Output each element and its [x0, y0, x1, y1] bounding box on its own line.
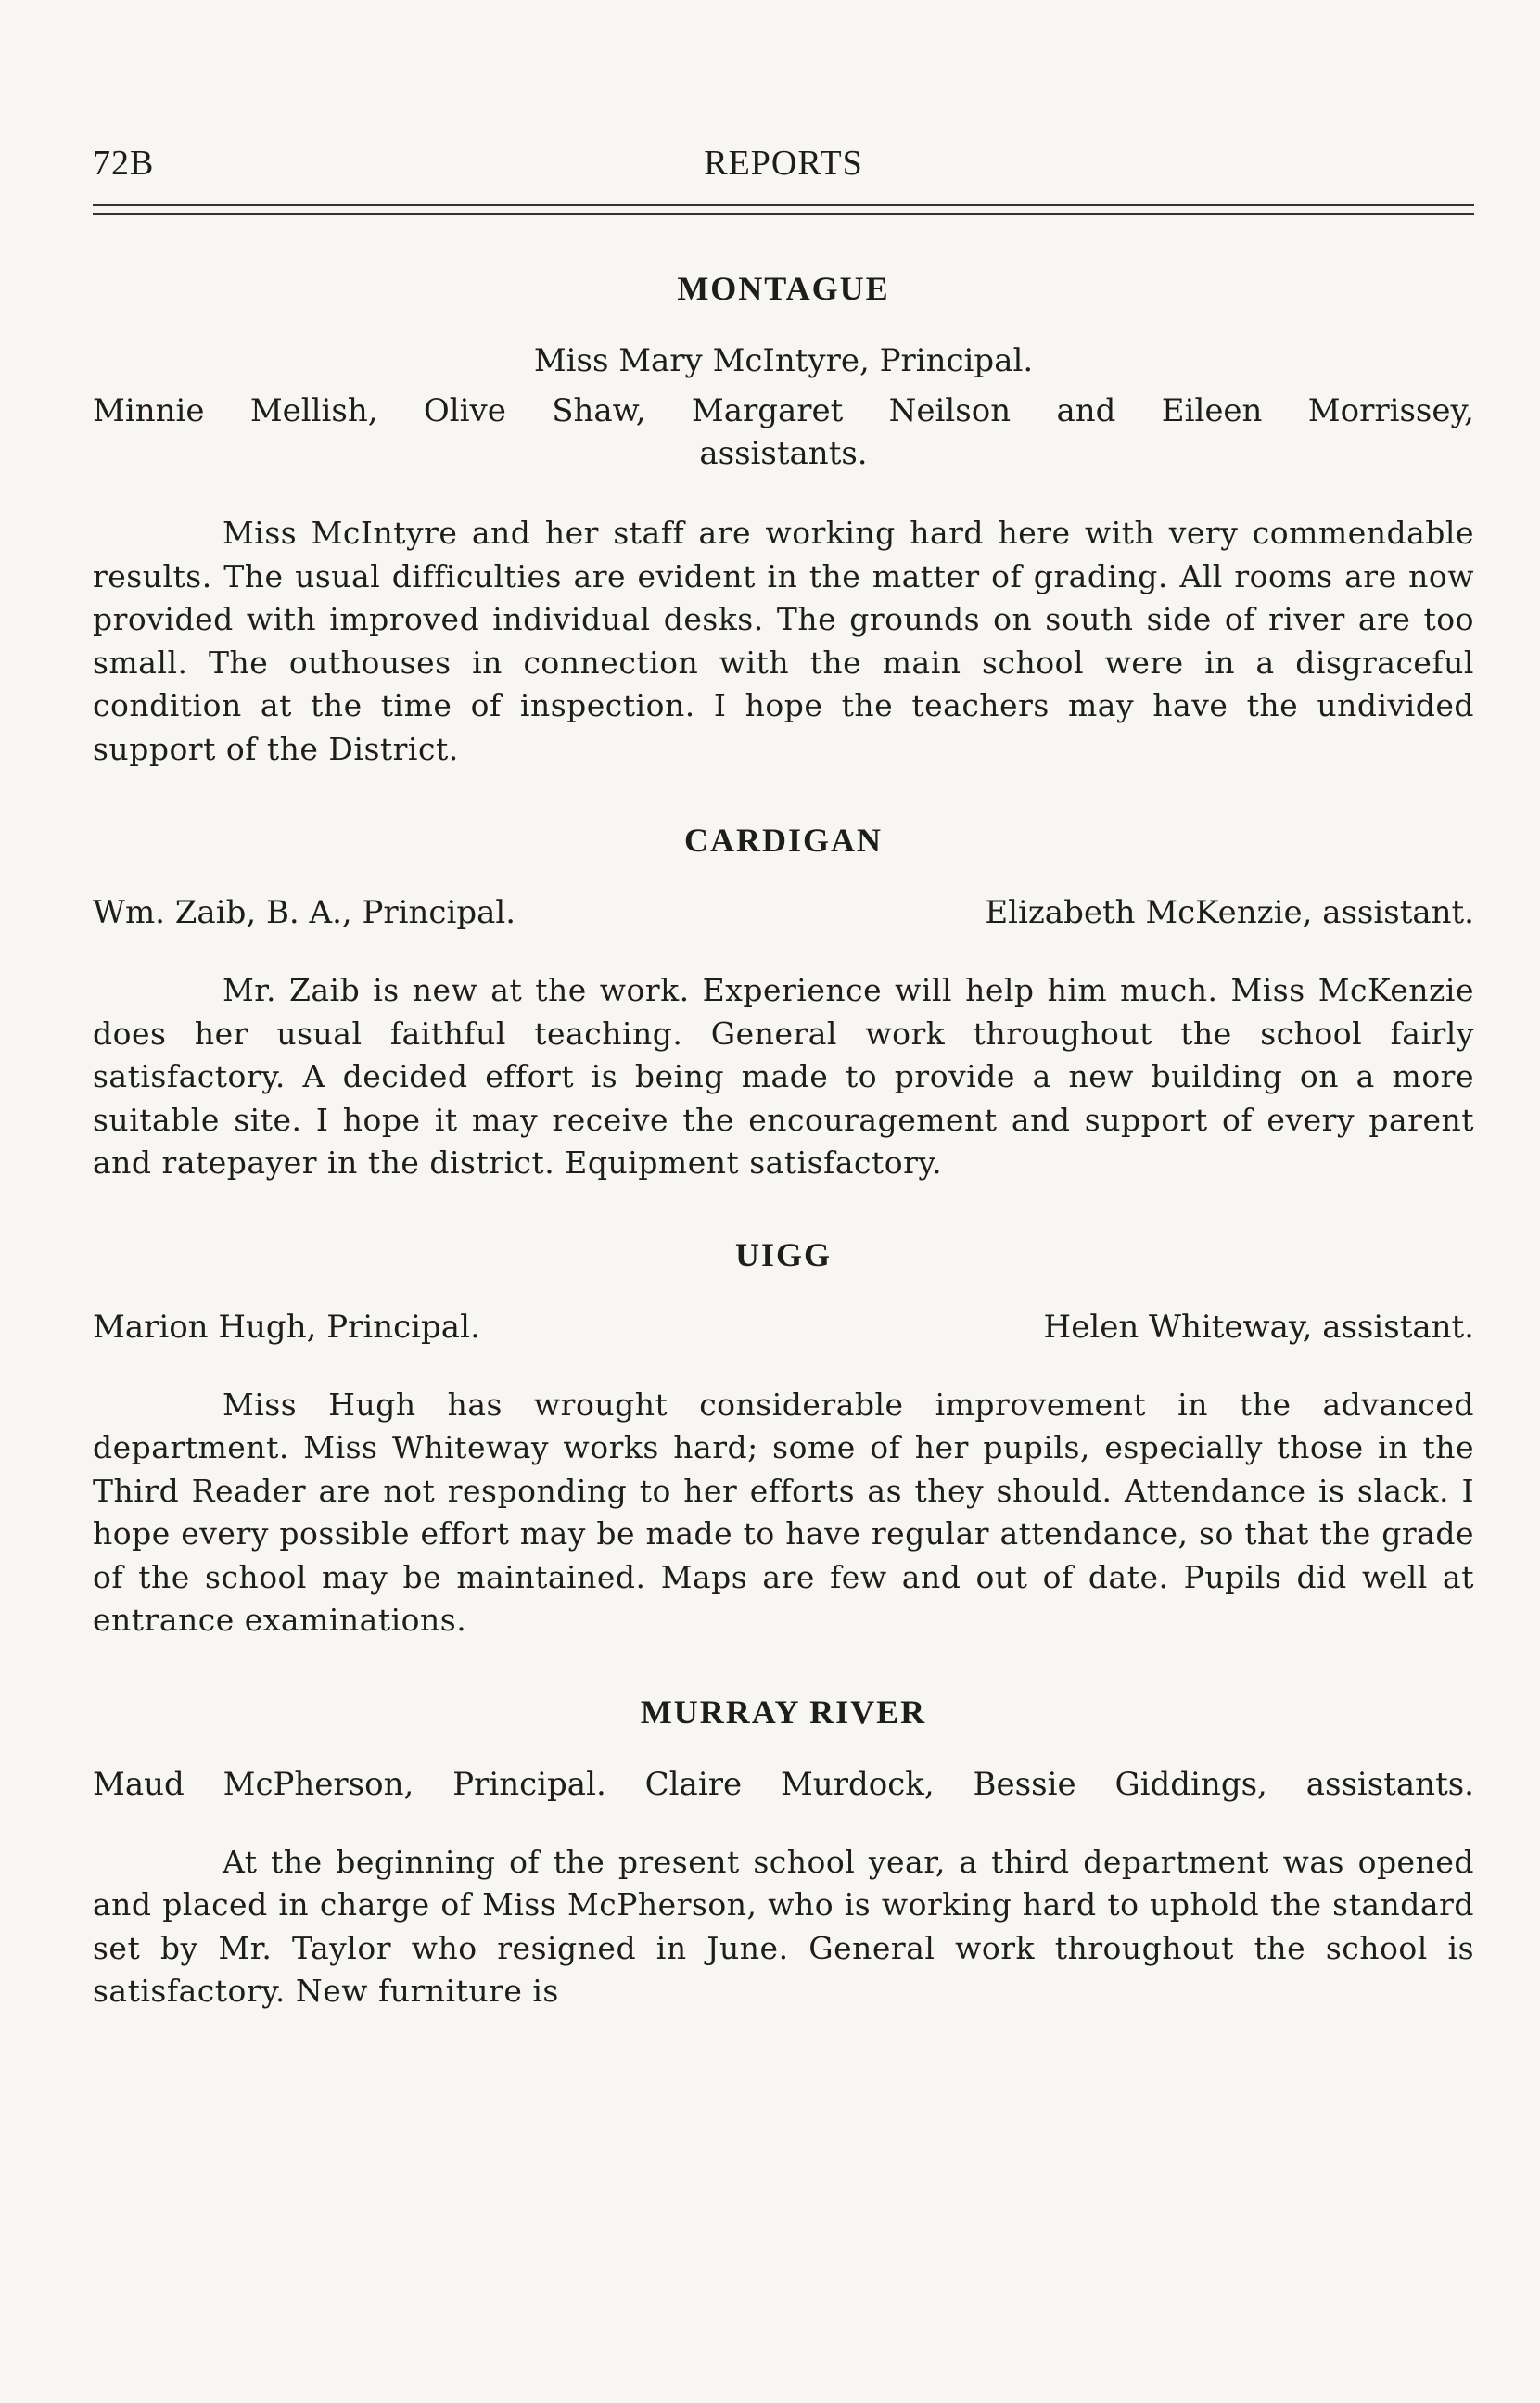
- section-montague: [93, 267, 1474, 771]
- principal-name: Marion Hugh, Principal.: [93, 1308, 480, 1346]
- section-spacer: [93, 771, 1474, 819]
- section-heading: UIGG: [734, 1235, 832, 1273]
- assistants-line-continued: assistants.: [699, 435, 868, 472]
- staff-line: Maud McPherson, Principal. Claire Murdock, Bessie Giddings, assistants.: [93, 1765, 1474, 1803]
- section-spacer: [93, 1185, 1474, 1233]
- assistants-line: Minnie Mellish, Olive Shaw, Margaret Neilson and Eileen Morrissey,: [93, 392, 1474, 429]
- report-paragraph: Miss McIntyre and her staff are working hard here with very commendable results. The usual difficulties are evident in the matter of grading. All rooms are now provided with improved individual desks. The grounds on south side of river are too small. The outhouses in connection with the main school were in a disgraceful condition at the time of inspection. I hope the teachers may have the undivided support of the District.: [93, 515, 1474, 767]
- assistant-name: Helen Whiteway, assistant.: [1043, 1308, 1474, 1346]
- section-heading: MONTAGUE: [677, 270, 890, 307]
- principal-name: Wm. Zaib, B. A., Principal.: [93, 894, 516, 931]
- assistant-name: Elizabeth McKenzie, assistant.: [985, 894, 1474, 931]
- running-title: REPORTS: [704, 144, 863, 183]
- header-rule-bottom: [93, 213, 1474, 215]
- section-uigg: [93, 1233, 1474, 1642]
- section-murray-river: [93, 1691, 1474, 2013]
- section-heading: CARDIGAN: [684, 822, 883, 859]
- section-heading: MURRAY RIVER: [640, 1693, 927, 1731]
- staff-row: [93, 1306, 1474, 1348]
- section-cardigan: [93, 819, 1474, 1185]
- report-paragraph: At the beginning of the present school year, a third department was opened and placed in charge of Miss McPherson, who is working hard to uphold the standard set by Mr. Taylor who resigned in June. General work throughout the school is satisfactory. New furniture is: [93, 1843, 1474, 2009]
- principal-line: Miss Mary McIntyre, Principal.: [533, 342, 1034, 379]
- page-number: 72B: [93, 144, 155, 183]
- section-spacer: [93, 1642, 1474, 1691]
- header-rule-top: [93, 204, 1474, 206]
- staff-row: [93, 891, 1474, 934]
- report-paragraph: Miss Hugh has wrought considerable improvement in the advanced department. Miss Whiteway works hard; some of her pupils, especially those in the Third Reader are not responding to her efforts as they should. Attendance is slack. I hope every possible effort may be made to have regular attendance, so that the grade of the school may be maintained. Maps are few and out of date. Pupils did well at entrance examinations.: [93, 1386, 1474, 1638]
- document-page: [93, 130, 1474, 2009]
- running-header: [93, 130, 1474, 195]
- report-paragraph: Mr. Zaib is new at the work. Experience will help him much. Miss McKenzie does her usual faithful teaching. General work throughout the school fairly satisfactory. A decided effort is being made to provide a new building on a more suitable site. I hope it may receive the encouragement and support of every parent and ratepayer in the district. Equipment satisfactory.: [93, 972, 1474, 1181]
- report-body: [93, 267, 1474, 2013]
